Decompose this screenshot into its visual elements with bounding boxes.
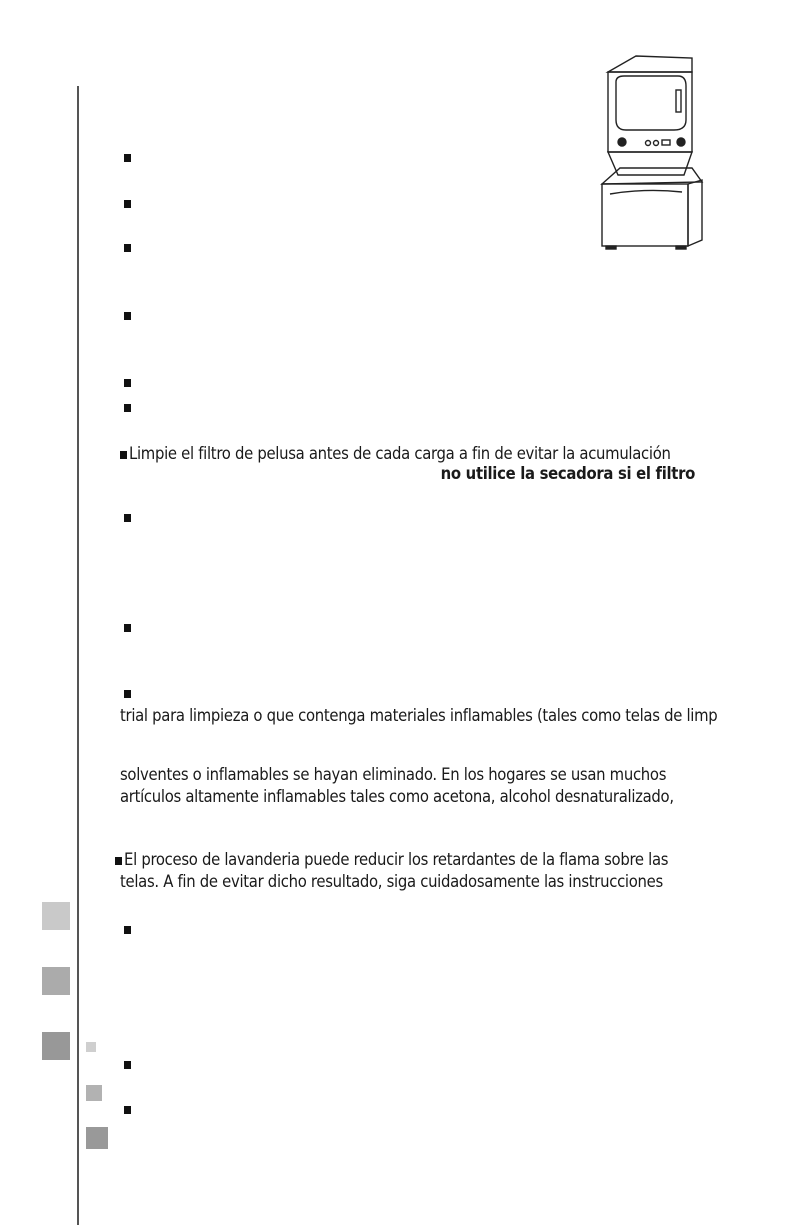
- section-tab-dark[interactable]: [42, 1032, 70, 1060]
- bullet-marker: [115, 857, 122, 865]
- marker-square-mid: [86, 1085, 102, 1101]
- section-tab-light[interactable]: [42, 902, 70, 930]
- bullet-marker: [124, 514, 131, 522]
- stacked-washer-dryer-icon: [596, 50, 706, 255]
- bullet-marker: [124, 690, 131, 698]
- flammable-text-line: trial para limpieza o que contenga materiales inflamables (tales como telas de limp: [120, 706, 718, 725]
- section-tab-mid[interactable]: [42, 967, 70, 995]
- bullet-marker: [120, 451, 127, 459]
- flammable-text-line: artículos altamente inflamables tales como acetona, alcohol desnaturalizado,: [120, 787, 674, 806]
- bullet-marker: [124, 404, 131, 412]
- lint-filter-warning: no utilice la secadora si el filtro: [440, 464, 695, 483]
- bullet-marker: [124, 244, 131, 252]
- margin-rule: [77, 86, 79, 1225]
- laundry-text-line: El proceso de lavanderia puede reducir los retardantes de la flama sobre las: [124, 850, 669, 869]
- bullet-marker: [124, 624, 131, 632]
- bullet-marker: [124, 379, 131, 387]
- laundry-text-line: telas. A fin de evitar dicho resultado, siga cuidadosamente las instrucciones: [120, 872, 663, 891]
- marker-square-light: [86, 1042, 96, 1052]
- marker-square-dark: [86, 1127, 108, 1149]
- bullet-marker: [124, 926, 131, 934]
- bullet-marker: [124, 200, 131, 208]
- bullet-marker: [124, 154, 131, 162]
- bullet-marker: [124, 1061, 131, 1069]
- bullet-marker: [124, 1106, 131, 1114]
- flammable-text-line: solventes o inflamables se hayan eliminado. En los hogares se usan muchos: [120, 765, 667, 784]
- bullet-marker: [124, 312, 131, 320]
- lint-filter-text: Limpie el filtro de pelusa antes de cada carga a fin de evitar la acumulación: [129, 444, 671, 463]
